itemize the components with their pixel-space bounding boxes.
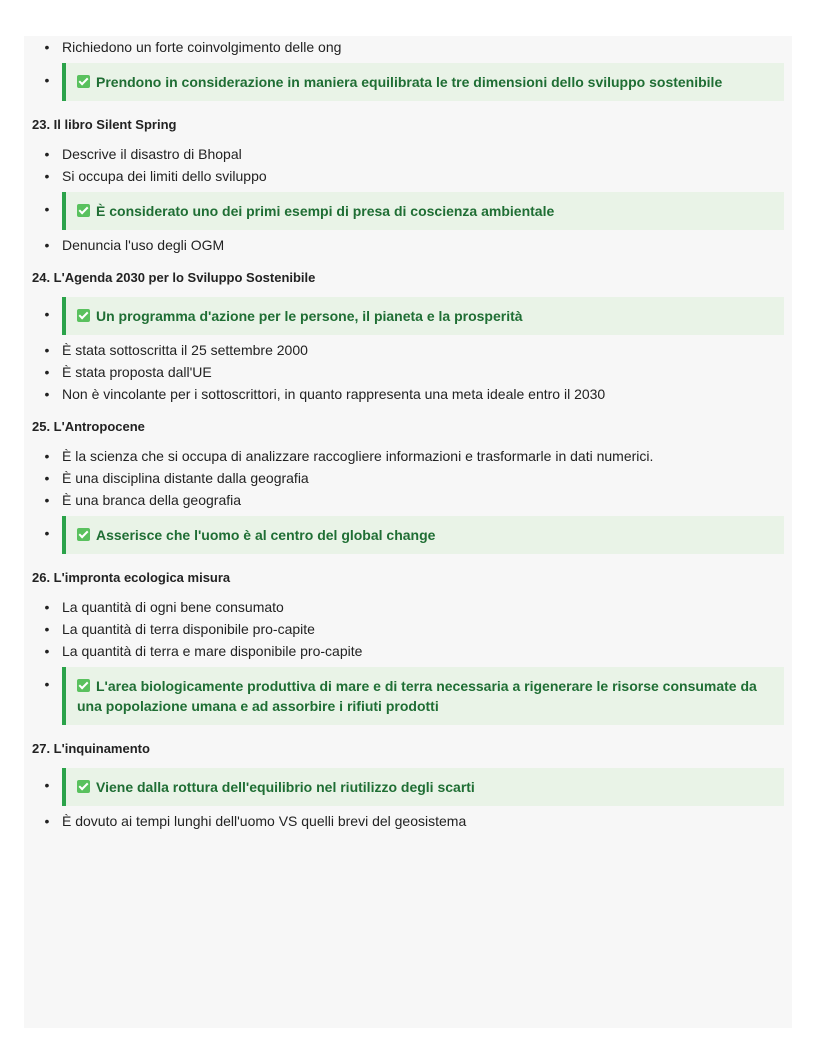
- option-text: Viene dalla rottura dell'equilibrio nel riutilizzo degli scarti: [96, 779, 475, 795]
- correct-answer: [62, 667, 784, 725]
- question-title: 27. L'inquinamento: [32, 741, 150, 756]
- option-text: Si occupa dei limiti dello sviluppo: [62, 168, 267, 184]
- option: [32, 342, 784, 359]
- bullet-icon: •: [44, 525, 50, 541]
- bullet-icon: •: [44, 39, 50, 55]
- check-icon: [77, 679, 90, 692]
- option-correct: [32, 516, 784, 554]
- option: [32, 448, 784, 465]
- option-list: [32, 768, 784, 830]
- correct-answer: [62, 297, 784, 335]
- bullet-icon: •: [44, 168, 50, 184]
- option-correct: [32, 192, 784, 230]
- check-icon: [77, 309, 90, 322]
- question-25: [32, 419, 784, 554]
- bullet-icon: •: [44, 777, 50, 793]
- option-text: Prendono in considerazione in maniera equilibrata le tre dimensioni dello sviluppo sostenibile: [96, 74, 723, 90]
- bullet-icon: •: [44, 364, 50, 380]
- option-text: Descrive il disastro di Bhopal: [62, 146, 242, 162]
- check-icon: [77, 75, 90, 88]
- bullet-icon: •: [44, 621, 50, 637]
- bullet-icon: •: [44, 643, 50, 659]
- bullet-icon: •: [44, 492, 50, 508]
- option: [32, 146, 784, 163]
- option-list: [32, 297, 784, 403]
- bullet-icon: •: [44, 146, 50, 162]
- option: [32, 492, 784, 509]
- bullet-icon: •: [44, 72, 50, 88]
- option-text: Denuncia l'uso degli OGM: [62, 237, 225, 253]
- option-text: La quantità di ogni bene consumato: [62, 599, 284, 615]
- option-text: La quantità di terra e mare disponibile pro-capite: [62, 643, 363, 659]
- correct-answer: [62, 768, 784, 806]
- option-text: Non è vincolante per i sottoscrittori, in quanto rappresenta una meta ideale entro il 2030: [62, 386, 606, 402]
- bullet-icon: •: [44, 237, 50, 253]
- question-22-continued: [32, 36, 784, 101]
- option-list: [32, 39, 784, 101]
- bullet-icon: •: [44, 676, 50, 692]
- bullet-icon: •: [44, 201, 50, 217]
- option: [32, 168, 784, 185]
- question-title: 23. Il libro Silent Spring: [32, 117, 177, 132]
- bullet-icon: •: [44, 342, 50, 358]
- correct-answer: [62, 516, 784, 554]
- check-icon: [77, 780, 90, 793]
- quiz-page: [24, 36, 792, 1028]
- option-text: È stata proposta dall'UE: [62, 364, 212, 380]
- option-text: Un programma d'azione per le persone, il pianeta e la prosperità: [96, 308, 523, 324]
- option-list: [32, 599, 784, 725]
- option-correct: [32, 768, 784, 806]
- bullet-icon: •: [44, 306, 50, 322]
- bullet-icon: •: [44, 448, 50, 464]
- option-list: [32, 146, 784, 254]
- bullet-icon: •: [44, 470, 50, 486]
- option: [32, 621, 784, 638]
- option: [32, 813, 784, 830]
- option-correct: [32, 63, 784, 101]
- option: [32, 237, 784, 254]
- check-icon: [77, 204, 90, 217]
- option-text: Richiedono un forte coinvolgimento delle ong: [62, 39, 342, 55]
- option-text: È dovuto ai tempi lunghi dell'uomo VS quelli brevi del geosistema: [62, 813, 467, 829]
- bullet-icon: •: [44, 599, 50, 615]
- check-icon: [77, 528, 90, 541]
- question-24: [32, 270, 784, 403]
- question-26: [32, 570, 784, 725]
- bullet-icon: •: [44, 386, 50, 402]
- correct-answer: [62, 192, 784, 230]
- question-27: [32, 741, 784, 830]
- option: [32, 599, 784, 616]
- option-correct: [32, 297, 784, 335]
- option-text: L'area biologicamente produttiva di mare e di terra necessaria a rigenerare le risorse consumate da una popolazione umana e ad assorbire i rifiuti prodotti: [77, 678, 757, 714]
- question-title: 26. L'impronta ecologica misura: [32, 570, 231, 585]
- option-text: Asserisce che l'uomo è al centro del global change: [96, 527, 436, 543]
- option-text: È considerato uno dei primi esempi di presa di coscienza ambientale: [96, 203, 555, 219]
- option-correct: [32, 667, 784, 725]
- correct-answer: [62, 63, 784, 101]
- option-text: È una disciplina distante dalla geografia: [62, 470, 309, 486]
- option: [32, 470, 784, 487]
- option: [32, 643, 784, 660]
- question-title: 24. L'Agenda 2030 per lo Sviluppo Sostenibile: [32, 270, 316, 285]
- question-title: 25. L'Antropocene: [32, 419, 145, 434]
- bullet-icon: •: [44, 813, 50, 829]
- option: [32, 364, 784, 381]
- option: [32, 386, 784, 403]
- option-list: [32, 448, 784, 554]
- option-text: È la scienza che si occupa di analizzare raccogliere informazioni e trasformarle in dati numerici.: [62, 448, 654, 464]
- option-text: La quantità di terra disponibile pro-capite: [62, 621, 315, 637]
- option: [32, 39, 784, 56]
- question-23: [32, 117, 784, 254]
- option-text: È stata sottoscritta il 25 settembre 2000: [62, 342, 308, 358]
- option-text: È una branca della geografia: [62, 492, 242, 508]
